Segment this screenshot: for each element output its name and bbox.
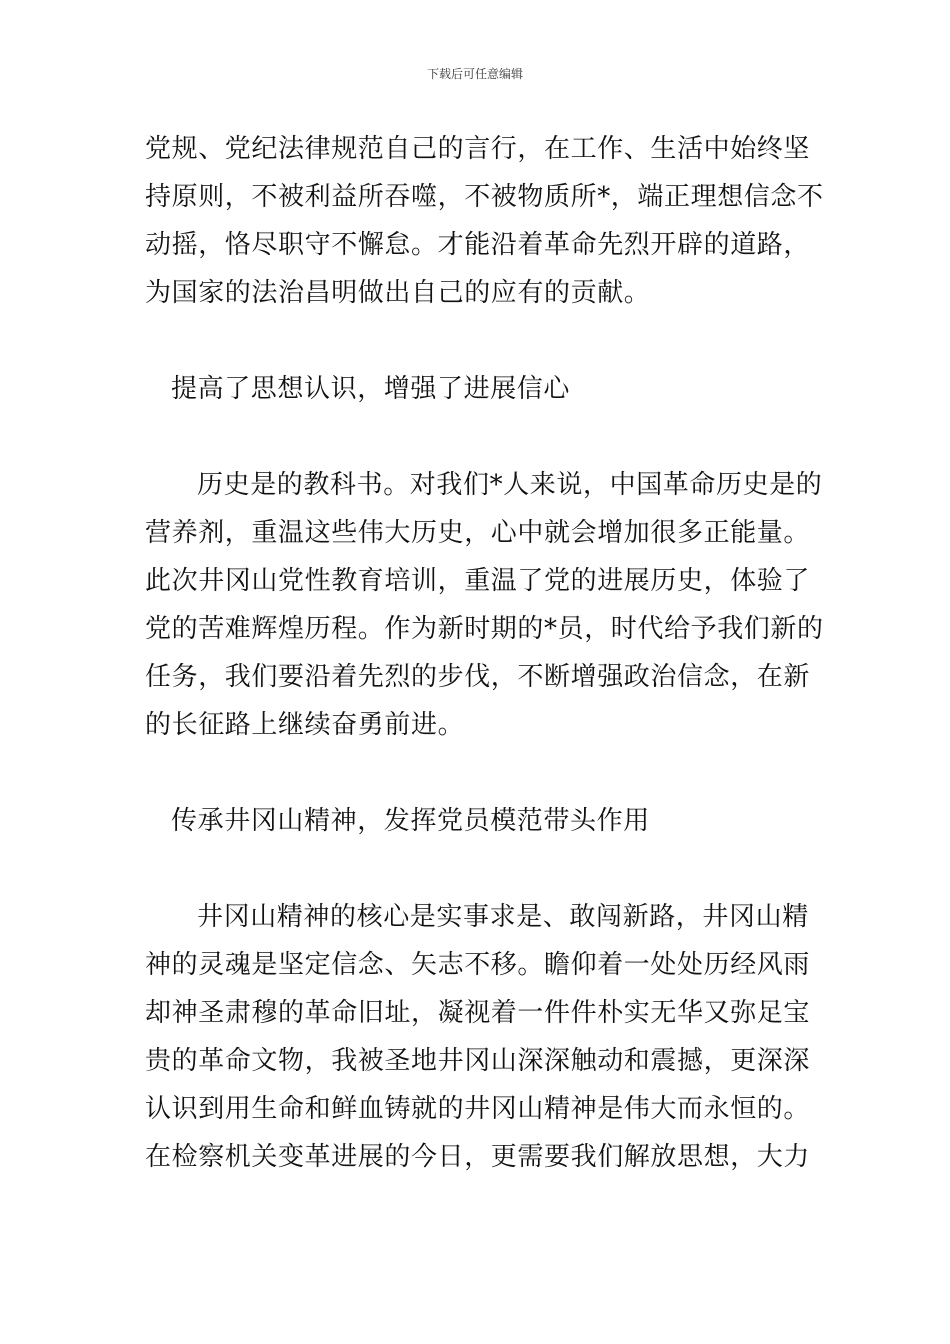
page-header: 下载后可任意编辑 bbox=[426, 67, 523, 81]
paragraph-spacer bbox=[145, 845, 810, 893]
text-line: 党规、党纪法律规范自己的言行，在工作、生活中始终坚 bbox=[145, 134, 811, 164]
text-line: 持原则，不被利益所吞噬，不被物质所*，端正理想信念不 bbox=[145, 182, 824, 212]
text-line: 动摇，恪尽职守不懈怠。才能沿着革命先烈开辟的道路， bbox=[145, 230, 811, 260]
paragraph bbox=[145, 461, 824, 749]
text-line: 认识到用生命和鲜血铸就的井冈山精神是伟大而永恒的。 bbox=[145, 1094, 811, 1124]
document-body bbox=[145, 125, 824, 1181]
text-line: 历史是的教科书。对我们*人来说，中国革命历史是的 bbox=[197, 470, 823, 500]
paragraph-spacer bbox=[145, 317, 810, 365]
paragraph bbox=[145, 893, 810, 1181]
text-line: 神的灵魂是坚定信念、矢志不移。瞻仰着一处处历经风雨 bbox=[145, 950, 811, 980]
text-line: 营养剂，重温这些伟大历史，心中就会增加很多正能量。 bbox=[145, 518, 811, 548]
text-line: 井冈山精神的核心是实事求是、敢闯新路，井冈山精 bbox=[197, 902, 809, 932]
text-line: 党的苦难辉煌历程。作为新时期的*员，时代给予我们新的 bbox=[145, 614, 824, 644]
text-line: 却神圣肃穆的革命旧址，凝视着一件件朴实无华又弥足宝 bbox=[145, 998, 811, 1028]
text-line: 贵的革命文物，我被圣地井冈山深深触动和震撼，更深深 bbox=[145, 1046, 811, 1076]
text-line: 为国家的法治昌明做出自己的应有的贡献。 bbox=[145, 278, 651, 308]
text-line: 在检察机关变革进展的今日，更需要我们解放思想，大力 bbox=[145, 1142, 811, 1172]
paragraph bbox=[145, 125, 824, 317]
text-line: 的长征路上继续奋勇前进。 bbox=[145, 710, 465, 740]
text-line: 任务，我们要沿着先烈的步伐，不断增强政治信念，在新 bbox=[145, 662, 811, 692]
section-heading: 传承井冈山精神，发挥党员模范带头作用 bbox=[171, 806, 650, 836]
text-line: 此次井冈山党性教育培训，重温了党的进展历史，体验了 bbox=[145, 566, 811, 596]
paragraph-spacer bbox=[145, 749, 810, 797]
paragraph-spacer bbox=[145, 413, 810, 461]
section-heading: 提高了思想认识，增强了进展信心 bbox=[171, 374, 571, 404]
